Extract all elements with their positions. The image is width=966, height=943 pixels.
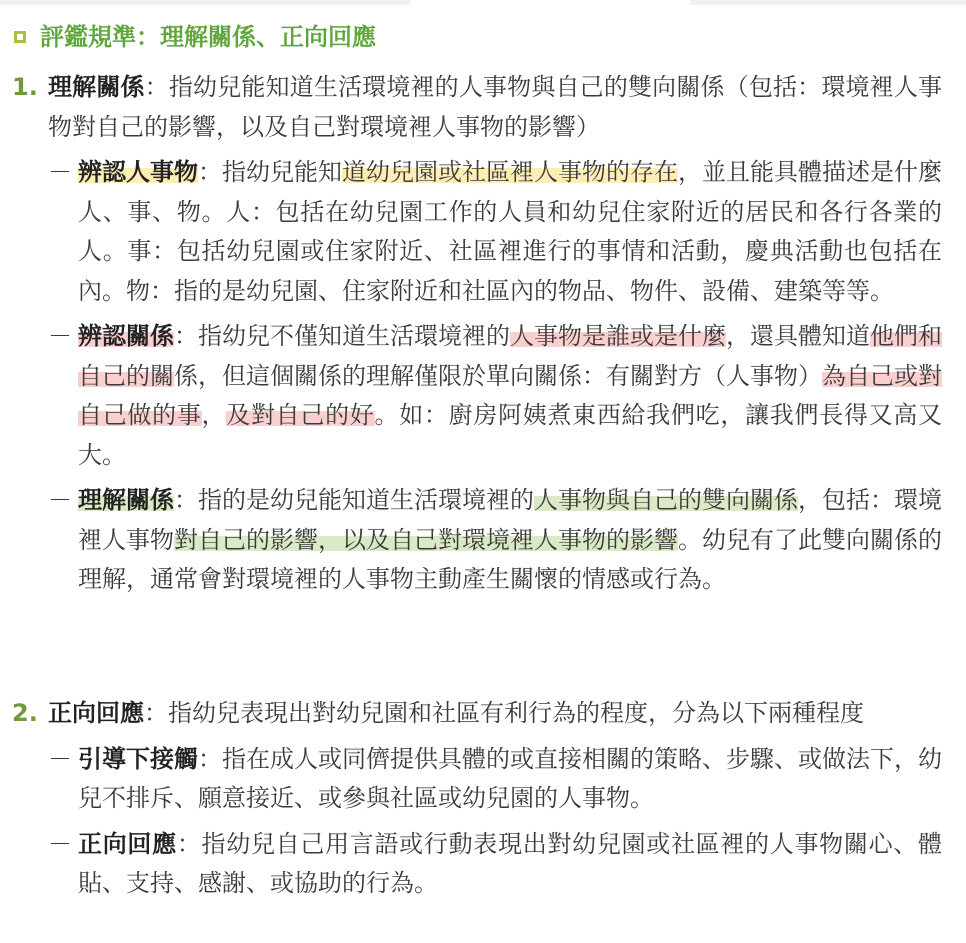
top-divider [690, 0, 966, 5]
sub-item-label: 理解關係 [78, 486, 174, 514]
heading-text: 評鑑規準：理解關係、正向回應 [40, 23, 376, 51]
sub-item-text: ：指的是幼兒能知道生活環境裡的 [174, 486, 534, 514]
item-paragraph [48, 694, 942, 734]
sub-item-text: ，並且能具體描述是什麼人、事、物。人：包括在幼兒園工作的人員和幼兒住家附近的居民和各行各業的人。事：包括幼兒園或住家附近、社區裡進行的事情和活動，慶典活動也包括在內。物：指的是幼兒園、住家附近和社區內的物品、物件、設備、建築等等。 [78, 158, 942, 305]
dash-bullet: － [48, 744, 72, 773]
item-label: 理解關係 [48, 73, 145, 101]
sub-item-text: ， [201, 401, 227, 429]
highlighted-text: 及對自己的好 [226, 401, 375, 429]
sub-item-text: ，包括：環境裡人事物 [78, 486, 942, 554]
highlighted-text: 道幼兒園或社區裡人事物的存在 [342, 158, 678, 186]
sub-item-text: ：指幼兒不僅知道生活環境裡的 [174, 322, 510, 350]
item-label: 正向回應 [48, 699, 144, 727]
item-text: ：指幼兒表現出對幼兒園和社區有利行為的程度，分為以下兩種程度 [144, 699, 864, 727]
sub-item-text: ：指幼兒自己用言語或行動表現出對幼兒園或社區裡的人事物關心、體貼、支持、感謝、或協助的行為。 [78, 829, 943, 897]
sub-item [48, 481, 942, 600]
item-number: 1. [12, 73, 38, 101]
sub-item [48, 740, 942, 819]
dash-bullet: － [48, 829, 72, 858]
highlighted-text: 人事物是誰或是什麼 [510, 322, 726, 350]
sub-item-text: ，還具體知道 [726, 322, 870, 350]
sub-item [48, 317, 943, 475]
item-text: ：指幼兒能知道生活環境裡的人事物與自己的雙向關係（包括：環境裡人事物對自己的影響，以及自己對環境裡人事物的影響） [48, 73, 943, 141]
item-number: 2. [12, 699, 38, 727]
highlighted-text: 他們和自己的關 [78, 322, 942, 390]
sub-item [48, 153, 942, 311]
sub-item-label: 引導下接觸 [78, 744, 198, 773]
sub-item [48, 825, 943, 904]
criterion-item-understanding [12, 68, 942, 600]
sub-item-label: 辨認人事物 [78, 158, 198, 186]
highlighted-text: 為自己或對自己做的事 [78, 361, 942, 429]
sub-item-text: 係，但這個關係的理解僅限於單向關係：有關對方（人事物） [174, 361, 822, 390]
sub-item-text: 。幼兒有了此雙向關係的理解，通常會對環境裡的人事物主動產生關懷的情感或行為。 [78, 525, 942, 593]
section-heading [14, 18, 376, 56]
top-divider [0, 0, 410, 5]
dash-bullet: － [48, 486, 72, 514]
sub-item-text: 。如：廚房阿姨煮東西給我們吃，讓我們長得又高又大。 [78, 401, 943, 469]
dash-bullet: － [48, 322, 72, 350]
sub-item-label: 正向回應 [78, 829, 177, 858]
sub-item-text: ：指幼兒能知 [198, 158, 342, 186]
sub-item-text: ：指在成人或同儕提供具體的或直接相關的策略、步驟、或做法下，幼兒不排斥、願意接近、或參與社區或幼兒園的人事物。 [78, 744, 942, 812]
dash-bullet: － [48, 158, 72, 186]
highlighted-text: 人事物與自己的雙向關係 [534, 486, 798, 514]
item-paragraph [48, 68, 942, 147]
sub-item-label: 辨認關係 [78, 322, 174, 350]
square-bullet-icon [14, 31, 26, 43]
highlighted-text: 對自己的影響，以及自己對環境裡人事物的影響 [174, 525, 678, 554]
criterion-item-positive-response [12, 694, 942, 904]
